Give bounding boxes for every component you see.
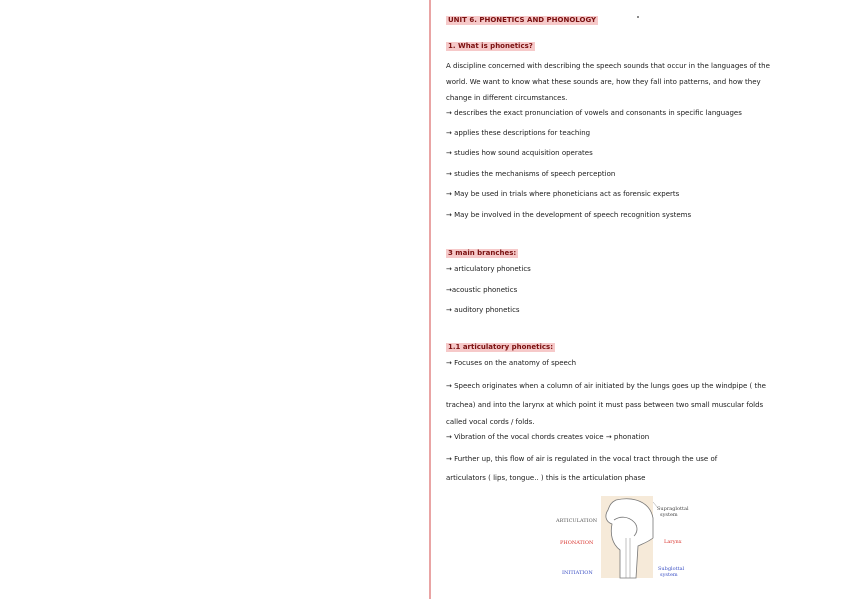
articulation-paragraph: [446, 448, 808, 486]
page-margin-line: [429, 0, 431, 599]
bullet-item: → May be used in trials where phoneticians act as forensic experts: [446, 190, 680, 198]
paragraph-line: called vocal cords / folds.: [446, 418, 535, 426]
phonation-line: → Vibration of the vocal chords creates voice → phonation: [446, 433, 650, 441]
section-heading-phonetics: 1. What is phonetics?: [448, 42, 533, 50]
vocal-tract-diagram: [554, 494, 694, 586]
branch-item: → articulatory phonetics: [446, 265, 531, 273]
branch-item: → auditory phonetics: [446, 306, 520, 314]
bullet-item: → studies how sound acquisition operates: [446, 149, 593, 157]
bullet-item: → studies the mechanisms of speech perception: [446, 170, 616, 178]
branches-heading: 3 main branches:: [448, 249, 517, 257]
larynx-label: Larynx: [664, 539, 682, 545]
anatomy-line: → Focuses on the anatomy of speech: [446, 359, 577, 367]
intro-line: change in different circumstances.: [446, 94, 568, 102]
supraglottal-system-label: system: [660, 512, 678, 518]
supraglottal-label: Supraglottal: [657, 506, 689, 512]
initiation-label: INITIATION: [562, 570, 593, 576]
speech-origin-paragraph: [446, 376, 808, 430]
subglottal-system-label: system: [660, 572, 678, 578]
articulation-label: ARTICULATION: [556, 518, 598, 524]
branch-item: →acoustic phonetics: [446, 286, 518, 294]
subglottal-label: Subglottal: [658, 566, 685, 572]
bullet-item: → applies these descriptions for teaching: [446, 129, 591, 137]
document-title: UNIT 6. PHONETICS AND PHONOLOGY: [448, 16, 597, 24]
paragraph-line: articulators ( lips, tongue.. ) this is the articulation phase: [446, 474, 646, 482]
bullet-item: → May be involved in the development of speech recognition systems: [446, 211, 692, 219]
phonation-label: PHONATION: [560, 540, 594, 546]
bullet-item: → describes the exact pronunciation of vowels and consonants in specific languages: [446, 109, 742, 117]
paragraph-line: trachea) and into the larynx at which point it must pass between two small muscular folds: [446, 401, 764, 409]
paragraph-line: → Speech originates when a column of air initiated by the lungs goes up the windpipe ( the: [446, 382, 766, 390]
paragraph-line: → Further up, this flow of air is regulated in the vocal tract through the use of: [446, 455, 718, 463]
intro-paragraph: [446, 58, 808, 106]
articulatory-heading: 1.1 articulatory phonetics:: [448, 343, 554, 351]
intro-line: A discipline concerned with describing the speech sounds that occur in the languages of the: [446, 62, 770, 70]
intro-line: world. We want to know what these sounds are, how they fall into patterns, and how they: [446, 78, 761, 86]
